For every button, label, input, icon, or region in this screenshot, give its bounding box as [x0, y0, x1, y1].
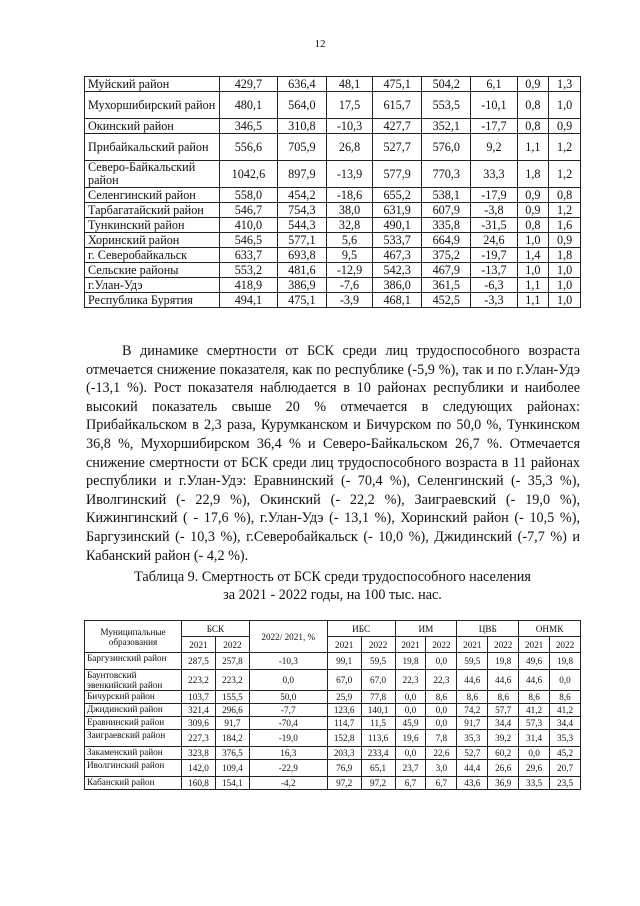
- value-cell: 1,4: [517, 248, 549, 263]
- value-cell: 123,6: [327, 704, 361, 717]
- table-row: [85, 691, 581, 704]
- value-cell: 97,2: [327, 777, 361, 790]
- value-cell: 1,0: [549, 92, 581, 119]
- value-cell: 352,1: [422, 119, 471, 134]
- value-cell: 0,9: [517, 77, 549, 92]
- value-cell: 1042,6: [220, 161, 278, 188]
- row-name: Джидинский район: [85, 704, 182, 717]
- table-9-header: [85, 621, 581, 653]
- value-cell: 553,5: [422, 92, 471, 119]
- value-cell: 504,2: [422, 77, 471, 92]
- value-cell: 11,5: [361, 717, 395, 730]
- value-cell: 7,8: [426, 730, 457, 747]
- table-row: [85, 293, 581, 308]
- value-cell: 544,3: [277, 218, 326, 233]
- value-cell: 9,2: [471, 134, 517, 161]
- header-onmk: ОНМК: [519, 621, 581, 637]
- value-cell: 223,2: [215, 670, 249, 691]
- value-cell: 475,1: [373, 77, 422, 92]
- value-cell: 45,2: [550, 747, 581, 760]
- value-cell: 227,3: [182, 730, 216, 747]
- value-cell: 91,7: [457, 717, 488, 730]
- value-cell: 375,2: [422, 248, 471, 263]
- value-cell: 0,0: [519, 747, 550, 760]
- value-cell: 3,0: [426, 760, 457, 777]
- value-cell: 67,0: [361, 670, 395, 691]
- value-cell: 321,4: [182, 704, 216, 717]
- row-name: Баргузинский район: [85, 653, 182, 670]
- row-name: г.Улан-Удэ: [85, 278, 220, 293]
- value-cell: 0,9: [549, 233, 581, 248]
- header-year: 2021: [457, 637, 488, 653]
- table-9-bsk-mortality: [84, 620, 581, 790]
- value-cell: 754,3: [277, 203, 326, 218]
- value-cell: 1,1: [517, 293, 549, 308]
- value-cell: 26,8: [326, 134, 372, 161]
- row-name: Прибайкальский район: [85, 134, 220, 161]
- value-cell: 452,5: [422, 293, 471, 308]
- value-cell: 76,9: [327, 760, 361, 777]
- value-cell: 8,6: [550, 691, 581, 704]
- value-cell: 257,8: [215, 653, 249, 670]
- value-cell: 77,8: [361, 691, 395, 704]
- value-cell: 429,7: [220, 77, 278, 92]
- table-row: [85, 188, 581, 203]
- value-cell: 19,8: [488, 653, 519, 670]
- header-year: 2022: [426, 637, 457, 653]
- value-cell: 59,5: [361, 653, 395, 670]
- value-cell: 615,7: [373, 92, 422, 119]
- value-cell: 19,8: [550, 653, 581, 670]
- row-name: Закаменский район: [85, 747, 182, 760]
- row-name: Сельские районы: [85, 263, 220, 278]
- value-cell: 664,9: [422, 233, 471, 248]
- header-year: 2022: [215, 637, 249, 653]
- value-cell: 335,8: [422, 218, 471, 233]
- value-cell: 418,9: [220, 278, 278, 293]
- value-cell: 0,0: [395, 704, 426, 717]
- row-name: Хоринский район: [85, 233, 220, 248]
- header-year: 2021: [182, 637, 216, 653]
- row-name: Северо-Байкальский район: [85, 161, 220, 188]
- value-cell: 693,8: [277, 248, 326, 263]
- value-cell: 1,1: [517, 134, 549, 161]
- table-row: [85, 760, 581, 777]
- row-name: Бичурский район: [85, 691, 182, 704]
- value-cell: 31,4: [519, 730, 550, 747]
- value-cell: 19,6: [395, 730, 426, 747]
- value-cell: 468,1: [373, 293, 422, 308]
- table-row: [85, 653, 581, 670]
- value-cell: 323,8: [182, 747, 216, 760]
- value-cell: 6,7: [395, 777, 426, 790]
- value-cell: 564,0: [277, 92, 326, 119]
- value-cell: 22,6: [426, 747, 457, 760]
- value-cell: 0,8: [517, 119, 549, 134]
- table-row: [85, 161, 581, 188]
- value-cell: 631,9: [373, 203, 422, 218]
- value-cell: 44,6: [457, 670, 488, 691]
- value-cell: -3,8: [471, 203, 517, 218]
- value-cell: 43,6: [457, 777, 488, 790]
- value-cell: 9,5: [326, 248, 372, 263]
- value-cell: 346,5: [220, 119, 278, 134]
- value-cell: -31,5: [471, 218, 517, 233]
- table-9-header-row-1: [85, 621, 581, 637]
- value-cell: 114,7: [327, 717, 361, 730]
- value-cell: 33,5: [519, 777, 550, 790]
- table-row: [85, 119, 581, 134]
- value-cell: 74,2: [457, 704, 488, 717]
- value-cell: 0,9: [517, 188, 549, 203]
- value-cell: 546,5: [220, 233, 278, 248]
- value-cell: 1,0: [549, 278, 581, 293]
- table-9-body: [85, 653, 581, 790]
- row-name: г. Северобайкальск: [85, 248, 220, 263]
- page-number: 12: [314, 38, 326, 50]
- value-cell: 33,3: [471, 161, 517, 188]
- value-cell: 481,6: [277, 263, 326, 278]
- table-row: [85, 717, 581, 730]
- table-row: [85, 203, 581, 218]
- value-cell: 636,4: [277, 77, 326, 92]
- value-cell: 32,8: [326, 218, 372, 233]
- value-cell: 223,2: [182, 670, 216, 691]
- header-year: 2021: [395, 637, 426, 653]
- value-cell: 467,3: [373, 248, 422, 263]
- value-cell: 1,6: [549, 218, 581, 233]
- value-cell: 386,0: [373, 278, 422, 293]
- value-cell: -3,9: [326, 293, 372, 308]
- value-cell: 533,7: [373, 233, 422, 248]
- value-cell: 542,3: [373, 263, 422, 278]
- value-cell: 6,1: [471, 77, 517, 92]
- value-cell: 0,0: [426, 717, 457, 730]
- value-cell: 184,2: [215, 730, 249, 747]
- header-municipal: Муниципальные образования: [85, 621, 182, 653]
- value-cell: 655,2: [373, 188, 422, 203]
- value-cell: 109,4: [215, 760, 249, 777]
- mortality-table-continued: [84, 76, 581, 308]
- row-name: Еравнинский район: [85, 717, 182, 730]
- table-row: [85, 747, 581, 760]
- value-cell: 8,6: [426, 691, 457, 704]
- table-row: [85, 278, 581, 293]
- value-cell: 155,5: [215, 691, 249, 704]
- table-caption: [84, 568, 581, 604]
- row-name: Мухоршибирский район: [85, 92, 220, 119]
- value-cell: 48,1: [326, 77, 372, 92]
- row-name: Селенгинский район: [85, 188, 220, 203]
- header-ibs: ИБС: [327, 621, 395, 637]
- value-cell: 475,1: [277, 293, 326, 308]
- value-cell: -3,3: [471, 293, 517, 308]
- value-cell: 1,0: [517, 263, 549, 278]
- value-cell: 160,8: [182, 777, 216, 790]
- value-cell: 20,7: [550, 760, 581, 777]
- value-cell: 467,9: [422, 263, 471, 278]
- row-name: Республика Бурятия: [85, 293, 220, 308]
- value-cell: 0,8: [549, 188, 581, 203]
- table-row: [85, 233, 581, 248]
- value-cell: 8,6: [488, 691, 519, 704]
- value-cell: -19,0: [249, 730, 327, 747]
- value-cell: 142,0: [182, 760, 216, 777]
- row-name: Заиграевский район: [85, 730, 182, 747]
- table-row: [85, 92, 581, 119]
- value-cell: 633,7: [220, 248, 278, 263]
- value-cell: 59,5: [457, 653, 488, 670]
- value-cell: 0,9: [549, 119, 581, 134]
- value-cell: 26,6: [488, 760, 519, 777]
- value-cell: 0,8: [517, 92, 549, 119]
- value-cell: 8,6: [519, 691, 550, 704]
- value-cell: 22,3: [395, 670, 426, 691]
- value-cell: 6,7: [426, 777, 457, 790]
- value-cell: -70,4: [249, 717, 327, 730]
- value-cell: 1,0: [517, 233, 549, 248]
- header-year: 2021: [519, 637, 550, 653]
- value-cell: 386,9: [277, 278, 326, 293]
- value-cell: 1,1: [517, 278, 549, 293]
- value-cell: 38,0: [326, 203, 372, 218]
- row-name: Иволгинский район: [85, 760, 182, 777]
- value-cell: 494,1: [220, 293, 278, 308]
- value-cell: 770,3: [422, 161, 471, 188]
- value-cell: -7,7: [249, 704, 327, 717]
- value-cell: 296,6: [215, 704, 249, 717]
- value-cell: 50,0: [249, 691, 327, 704]
- table-row: [85, 77, 581, 92]
- value-cell: 480,1: [220, 92, 278, 119]
- value-cell: -10,1: [471, 92, 517, 119]
- value-cell: 1,2: [549, 161, 581, 188]
- value-cell: 0,0: [550, 670, 581, 691]
- caption-line-2: за 2021 - 2022 годы, на 100 тыс. нас.: [223, 587, 442, 603]
- value-cell: 0,0: [395, 691, 426, 704]
- value-cell: -10,3: [249, 653, 327, 670]
- table-row: [85, 777, 581, 790]
- value-cell: 454,2: [277, 188, 326, 203]
- value-cell: 410,0: [220, 218, 278, 233]
- value-cell: 607,9: [422, 203, 471, 218]
- row-name: Баунтовский эвенкийский район: [85, 670, 182, 691]
- row-name: Тункинский район: [85, 218, 220, 233]
- header-change: 2022/ 2021, %: [249, 621, 327, 653]
- header-im: ИМ: [395, 621, 457, 637]
- value-cell: 152,8: [327, 730, 361, 747]
- value-cell: 1,2: [549, 134, 581, 161]
- table-row: [85, 670, 581, 691]
- value-cell: 41,2: [550, 704, 581, 717]
- value-cell: 39,2: [488, 730, 519, 747]
- table-row: [85, 218, 581, 233]
- value-cell: -17,9: [471, 188, 517, 203]
- value-cell: -13,7: [471, 263, 517, 278]
- value-cell: -19,7: [471, 248, 517, 263]
- value-cell: 34,4: [488, 717, 519, 730]
- value-cell: -12,9: [326, 263, 372, 278]
- value-cell: 558,0: [220, 188, 278, 203]
- value-cell: 91,7: [215, 717, 249, 730]
- value-cell: -22,9: [249, 760, 327, 777]
- value-cell: 29,6: [519, 760, 550, 777]
- value-cell: 35,3: [457, 730, 488, 747]
- value-cell: 577,1: [277, 233, 326, 248]
- value-cell: 0,0: [426, 704, 457, 717]
- value-cell: 5,6: [326, 233, 372, 248]
- value-cell: 23,7: [395, 760, 426, 777]
- row-name: Муйский район: [85, 77, 220, 92]
- value-cell: 35,3: [550, 730, 581, 747]
- value-cell: 8,6: [457, 691, 488, 704]
- header-year: 2021: [327, 637, 361, 653]
- value-cell: 287,5: [182, 653, 216, 670]
- value-cell: 34,4: [550, 717, 581, 730]
- value-cell: 60,2: [488, 747, 519, 760]
- value-cell: 427,7: [373, 119, 422, 134]
- value-cell: 556,6: [220, 134, 278, 161]
- value-cell: 154,1: [215, 777, 249, 790]
- value-cell: 49,6: [519, 653, 550, 670]
- value-cell: 0,9: [517, 203, 549, 218]
- mortality-table-body: [85, 77, 581, 308]
- value-cell: 19,8: [395, 653, 426, 670]
- value-cell: -6,3: [471, 278, 517, 293]
- value-cell: 538,1: [422, 188, 471, 203]
- value-cell: 897,9: [277, 161, 326, 188]
- value-cell: 1,8: [549, 248, 581, 263]
- table-row: [85, 704, 581, 717]
- header-bsk: БСК: [182, 621, 250, 637]
- value-cell: 36,9: [488, 777, 519, 790]
- value-cell: 1,0: [549, 293, 581, 308]
- body-paragraph: В динамике смертности от БСК среди лиц трудоспособного возраста отмечается снижение показателя, как по республике (-5,9 %), так и по г.Улан-Удэ (-13,1 %). Рост показателя наблюдается в 10 районах республики и наиболее высокий показатель свыше 20 % отмечается в следующих районах: Прибайкальском в 2,3 раза, Курумканском и Бичурском по 50,0 %, Тункинском 36,8 %, Мухоршибирском 36,4 % и Северо-Байкальском 26,7 %. Отмечается снижение смертности от БСК среди лиц трудоспособного возраста в 11 районах республики и г.Улан-Удэ: Еравнинский (- 70,4 %), Селенгинский (- 35,3 %), Иволгинский (- 22,9 %), Окинский (- 22,2 %), Заиграевский (- 19,0 %), Кижингинский ( - 17,6 %), г.Улан-Удэ (- 13,1 %), Хоринский район (- 10,5 %), Баргузинский (- 10,3 %), г.Северобайкальск (- 10,0 %), Джидинский (-7,7 %) и Кабанский район (- 4,2 %).: [86, 343, 580, 564]
- row-name: Кабанский район: [85, 777, 182, 790]
- value-cell: -13,9: [326, 161, 372, 188]
- header-year: 2022: [488, 637, 519, 653]
- value-cell: 0,8: [517, 218, 549, 233]
- value-cell: 361,5: [422, 278, 471, 293]
- value-cell: 310,8: [277, 119, 326, 134]
- value-cell: 25,9: [327, 691, 361, 704]
- value-cell: 1,0: [549, 263, 581, 278]
- value-cell: 45,9: [395, 717, 426, 730]
- header-cvb: ЦВБ: [457, 621, 519, 637]
- value-cell: 0,0: [395, 747, 426, 760]
- value-cell: 233,4: [361, 747, 395, 760]
- value-cell: 705,9: [277, 134, 326, 161]
- value-cell: 577,9: [373, 161, 422, 188]
- value-cell: -17,7: [471, 119, 517, 134]
- value-cell: 44,6: [488, 670, 519, 691]
- value-cell: -4,2: [249, 777, 327, 790]
- row-name: Тарбагатайский район: [85, 203, 220, 218]
- value-cell: 103,7: [182, 691, 216, 704]
- value-cell: 0,0: [249, 670, 327, 691]
- value-cell: 57,3: [519, 717, 550, 730]
- table-row: [85, 730, 581, 747]
- value-cell: 553,2: [220, 263, 278, 278]
- value-cell: -10,3: [326, 119, 372, 134]
- value-cell: 65,1: [361, 760, 395, 777]
- value-cell: 97,2: [361, 777, 395, 790]
- value-cell: 24,6: [471, 233, 517, 248]
- value-cell: 527,7: [373, 134, 422, 161]
- caption-line-1: Таблица 9. Смертность от БСК среди трудоспособного населения: [134, 569, 531, 585]
- value-cell: 44,4: [457, 760, 488, 777]
- value-cell: 1,2: [549, 203, 581, 218]
- value-cell: 57,7: [488, 704, 519, 717]
- row-name: Окинский район: [85, 119, 220, 134]
- value-cell: 17,5: [326, 92, 372, 119]
- value-cell: 309,6: [182, 717, 216, 730]
- value-cell: 22,3: [426, 670, 457, 691]
- value-cell: 376,5: [215, 747, 249, 760]
- table-row: [85, 263, 581, 278]
- value-cell: -7,6: [326, 278, 372, 293]
- value-cell: 52,7: [457, 747, 488, 760]
- header-year: 2022: [550, 637, 581, 653]
- value-cell: 99,1: [327, 653, 361, 670]
- value-cell: 1,3: [549, 77, 581, 92]
- value-cell: 546,7: [220, 203, 278, 218]
- value-cell: 1,8: [517, 161, 549, 188]
- value-cell: 203,3: [327, 747, 361, 760]
- value-cell: 140,1: [361, 704, 395, 717]
- value-cell: 67,0: [327, 670, 361, 691]
- value-cell: 41,2: [519, 704, 550, 717]
- value-cell: 576,0: [422, 134, 471, 161]
- table-row: [85, 248, 581, 263]
- value-cell: 113,6: [361, 730, 395, 747]
- value-cell: -18,6: [326, 188, 372, 203]
- value-cell: 490,1: [373, 218, 422, 233]
- value-cell: 0,0: [426, 653, 457, 670]
- table-row: [85, 134, 581, 161]
- value-cell: 44,6: [519, 670, 550, 691]
- value-cell: 23,5: [550, 777, 581, 790]
- header-year: 2022: [361, 637, 395, 653]
- value-cell: 16,3: [249, 747, 327, 760]
